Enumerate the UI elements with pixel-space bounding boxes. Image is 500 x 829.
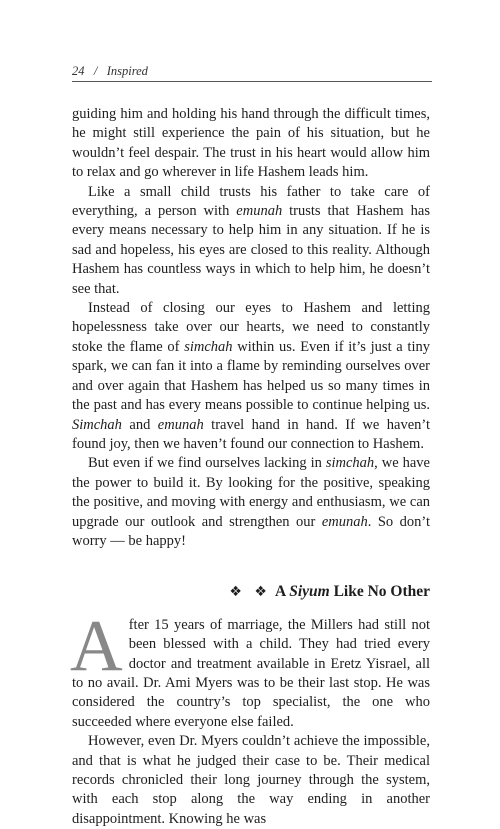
section-heading [72, 582, 430, 602]
italic-term: simchah [184, 338, 233, 355]
section-paragraph: However, even Dr. Myers couldn’t achieve the impossible, and that is what he judged their case to be. Their medical records chronicled their long journey through the system, with each stop along the way ending in another disappointment. Knowing he was [72, 733, 430, 827]
body-text [72, 105, 430, 829]
italic-term: emunah [236, 203, 283, 220]
running-head [72, 64, 148, 79]
book-title: Inspired [106, 64, 148, 78]
italic-term: simchah [325, 455, 375, 472]
paragraph: Instead of closing our eyes to Hashem and letting hopelessness take over our hearts, we need to constantly stoke the flame of simchah within us. Even if it’s just a tiny spark, we can fan it into a flame by reminding ourselves over and over again that Hashem has helped us so many times in the past and has every means possible to continue helping us. Simchah and emunah travel hand in hand. If we haven’t found joy, then we haven’t found our connection to Hashem. [72, 300, 430, 452]
running-head-separator: / [93, 64, 98, 78]
italic-term: Siyum [289, 583, 330, 601]
paragraph: guiding him and holding his hand through the difficult times, he might still experience the pain of his situation, but he wouldn’t feel despair. The trust in his heart would allow him to relax and go wherever in life Hashem leads him. [72, 106, 430, 181]
section-paragraph-text: fter 15 years of marriage, the Millers had still not been blessed with a child. They had tried every doctor and treatment available in Eretz Yisrael, all to no avail. Dr. Ami Myers was to be their last stop. He was considered the country’s top specialist, the one who succeeded where everyone else failed. [72, 616, 430, 730]
section-title: A Siyum Like No Other [274, 583, 430, 601]
italic-term: emunah [321, 513, 368, 530]
section-paragraph [70, 604, 430, 732]
italic-term: emunah [157, 416, 204, 433]
header-rule [72, 81, 432, 82]
drop-cap: A [70, 604, 123, 686]
paragraph: But even if we find ourselves lacking in simchah, we have the power to build it. By looking for the positive, speaking the positive, and moving with energy and enthusiasm, we can upgrade our outlook and strengthen our emunah. So don’t worry — be happy! [72, 455, 430, 549]
ornament-icon: ❖ ❖ [229, 584, 271, 601]
page-number: 24 [72, 64, 85, 78]
italic-term: Simchah [72, 416, 122, 433]
paragraph: Like a small child trusts his father to take care of everything, a person with emunah trusts that Hashem has every means necessary to help him in any situation. If he is sad and hopeless, his eyes are closed to this reality. Although Hashem has countless ways in which to help him, he doesn’t see that. [72, 183, 430, 297]
